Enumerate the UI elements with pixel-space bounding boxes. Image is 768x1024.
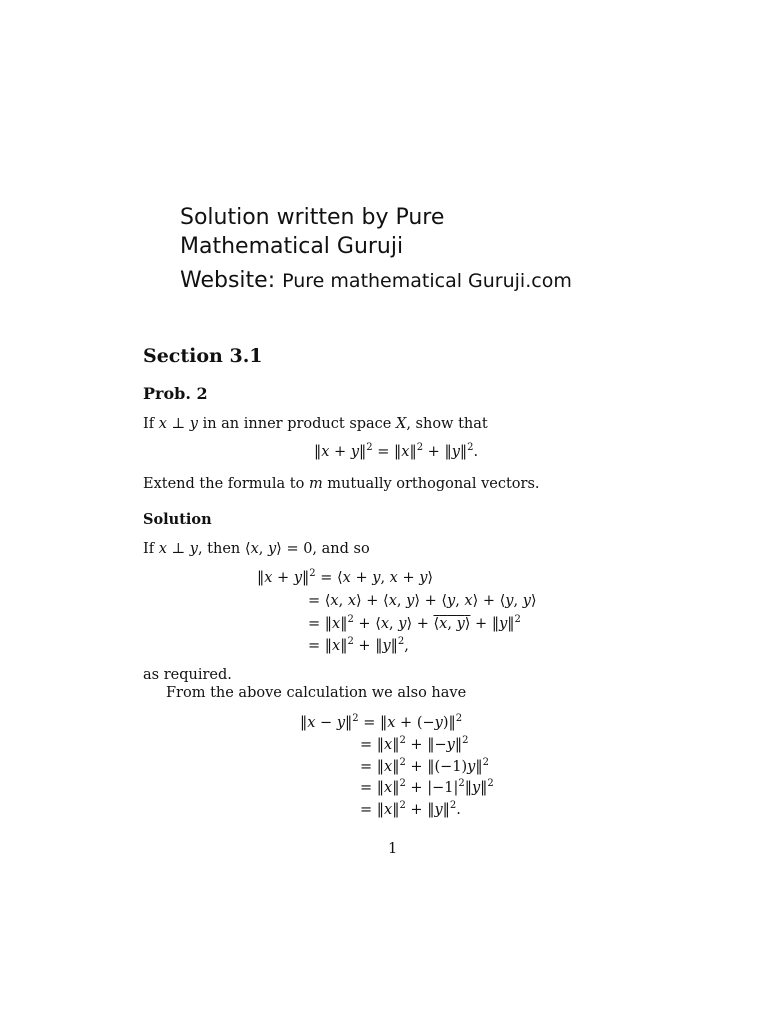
website-label: Website: xyxy=(180,268,276,293)
eq2-row-1: ‖x − y‖$^2$ = ‖x + (−y)‖$^2$ xyxy=(300,713,463,731)
statement-end: , show that xyxy=(406,416,488,432)
header-line-2: Mathematical Guruji xyxy=(180,234,404,259)
website-line xyxy=(180,265,572,297)
eq2-row-2: = ‖x‖$^2$ + ‖−y‖$^2$ xyxy=(360,735,469,753)
eq1-row-1: ‖x + y‖$^2$ = ⟨x + y, x + y⟩ xyxy=(257,568,434,586)
space-symbol: X xyxy=(396,416,407,432)
from-above: From the above calculation we also have xyxy=(166,685,467,701)
intro-mid: , then xyxy=(197,541,241,557)
extend-pre: Extend the formula to xyxy=(143,476,305,492)
solution-title: Solution xyxy=(143,511,212,528)
problem-formula: ‖x + y‖$^2$ = ‖x‖$^2$ + ‖y‖$^2$. xyxy=(314,442,479,460)
eq1-row-4: = ‖x‖$^2$ + ‖y‖$^2$, xyxy=(308,636,409,654)
solution-intro: If x ⊥ y, then ⟨x, y⟩ = 0, and so xyxy=(143,541,370,557)
eq2-row-5: = ‖x‖$^2$ + ‖y‖$^2$. xyxy=(360,800,461,818)
statement-mid: in an inner product space xyxy=(202,416,392,432)
page-number: 1 xyxy=(388,841,398,857)
m-symbol: m xyxy=(308,476,323,492)
website-value: Pure mathematical Guruji.com xyxy=(282,270,572,292)
as-required: as required. xyxy=(143,667,232,683)
intro-end: = 0, and so xyxy=(286,541,370,557)
intro-pre: If xyxy=(143,541,155,557)
eq2-row-4: = ‖x‖$^2$ + $|-1|^2‖y‖^2$ xyxy=(360,778,494,796)
problem-title: Prob. 2 xyxy=(143,384,208,403)
problem-statement: If x ⊥ y in an inner product space X, show that xyxy=(143,416,488,432)
section-title: Section 3.1 xyxy=(143,345,263,367)
eq1-row-2: = ⟨x, x⟩ + ⟨x, y⟩ + ⟨y, x⟩ + ⟨y, y⟩ xyxy=(308,593,537,609)
header-line-1: Solution written by Pure xyxy=(180,205,445,230)
statement-pre: If xyxy=(143,416,155,432)
eq1-row-3: = ‖x‖$^2$ + ⟨x, y⟩ + ⟨x, y⟩ + ‖y‖$^2$ xyxy=(308,614,521,632)
author-header xyxy=(180,203,572,297)
eq2-row-3: = ‖x‖$^2$ + ‖(−1)y‖$^2$ xyxy=(360,757,489,775)
extend-post: mutually orthogonal vectors. xyxy=(327,476,540,492)
extend-statement xyxy=(143,474,540,494)
